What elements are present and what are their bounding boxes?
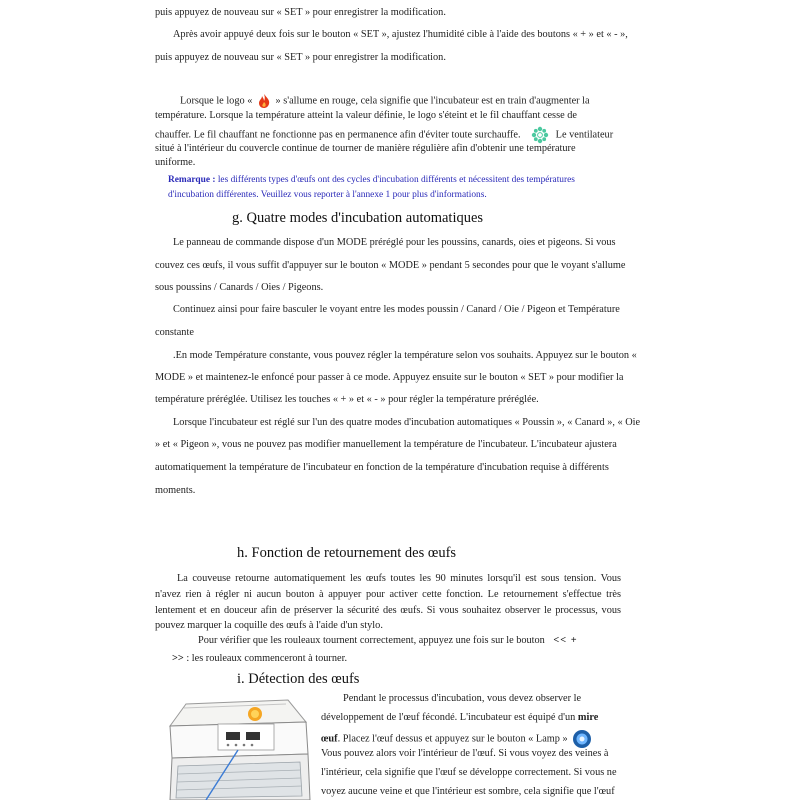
text-span: Lorsque le logo « (180, 95, 253, 107)
text-span: Le ventilateur (555, 129, 614, 141)
text-span: . Placez l'œuf dessus et appuyez sur le bouton « Lamp » (337, 733, 568, 745)
text-line: Vous pouvez alors voir l'intérieur de l'œuf. Si vous voyez des veines à (321, 748, 609, 759)
rollers-check-line (172, 652, 347, 665)
lamp-button-icon (572, 729, 592, 749)
remark-note: d'incubation différentes. Veuillez vous reporter à l'annexe 1 pour plus d'informations. (168, 190, 487, 200)
rollers-check-line (198, 634, 578, 647)
section-heading: g. Quatre modes d'incubation automatiques (232, 210, 484, 226)
remark-text: les différents types d'œufs ont des cycles d'incubation différents et nécessitent des températures (217, 175, 575, 185)
section-heading: h. Fonction de retournement des œufs (237, 545, 457, 561)
text-line: température préréglée. Utilisez les touches « + » et « - » pour régler la température préréglée. (155, 394, 539, 405)
text-line: puis appuyez de nouveau sur « SET » pour enregistrer la modification. (155, 7, 446, 18)
text-line: pouvez marquer la coquille des œufs à l'aide d'un stylo. (155, 620, 383, 631)
text-line: Continuez ainsi pour faire basculer le voyant entre les modes poussin / Canard / Oie / Pigeon et Température (173, 304, 620, 315)
text-line: sous poussins / Canards / Oies / Pigeons. (155, 282, 324, 293)
text-line: lentement et en douceur afin de préserver la sécurité des œufs. Si vous souhaitez observer le processus, vous (155, 605, 621, 616)
turn-button-symbol: << + (553, 635, 578, 646)
flame-icon (255, 93, 273, 109)
detection-line (321, 711, 598, 724)
text-line: puis appuyez de nouveau sur « SET » pour enregistrer la modification. (155, 52, 446, 63)
text-line: Après avoir appuyé deux fois sur le bouton « SET », ajustez l'humidité cible à l'aide des boutons « + » et « - », (173, 29, 628, 40)
section-heading: i. Détection des œufs (237, 671, 360, 687)
text-span: » s'allume en rouge, cela signifie que l'incubateur est en train d'augmenter la (275, 95, 590, 107)
text-line: MODE » et maintenez-le enfoncé pour passer à ce mode. Appuyez ensuite sur le bouton « SET » pour modifier la (155, 372, 624, 383)
text-line: n'avez rien à régler ni aucun bouton à appuyer pour activer cette fonction. Le retournement s'effectue très (155, 589, 621, 600)
text-span: chauffer. Le fil chauffant ne fonctionne pas en permanence afin d'éviter toute surchauffe. (155, 129, 521, 141)
remark-label: Remarque : (168, 175, 216, 185)
text-line: constante (155, 327, 194, 338)
text-span: Pour vérifier que les rouleaux tournent correctement, appuyez une fois sur le bouton (198, 635, 545, 646)
text-line: Pendant le processus d'incubation, vous devez observer le (343, 693, 582, 704)
text-line: température. Lorsque la température atteint la valeur définie, le logo s'éteint et le fil chauffant cesse de (155, 110, 577, 121)
remark-note (168, 174, 575, 187)
text-line: Lorsque l'incubateur est réglé sur l'un des quatre modes d'incubation automatiques « Poussin », « Canard », « Oie (173, 417, 641, 428)
text-line: automatiquement la température de l'incubateur en fonction de la température d'incubation requise à différents (155, 462, 609, 473)
text-line: uniforme. (155, 157, 196, 168)
egg-candler-term: mire (577, 712, 599, 723)
text-line: » et « Pigeon », vous ne pouvez pas modifier manuellement la température de l'incubateur. L'incubateur ajustera (155, 439, 617, 450)
turn-button-symbol: >> (172, 653, 184, 664)
text-line: moments. (155, 485, 196, 496)
text-line: voyez aucune veine et que l'intérieur est sombre, cela signifie que l'œuf (321, 786, 615, 797)
incubator-illustration (160, 692, 312, 800)
egg-candler-term: œuf (321, 733, 338, 745)
detection-line (321, 729, 592, 749)
text-line: couvez ces œufs, il vous suffit d'appuyer sur le bouton « MODE » pendant 5 secondes pour que le voyant s'allume (155, 260, 626, 271)
text-span: : les rouleaux commenceront à tourner. (186, 653, 348, 664)
text-line: Le panneau de commande dispose d'un MODE préréglé pour les poussins, canards, oies et pigeons. Si vous (173, 237, 616, 248)
text-line: La couveuse retourne automatiquement les œufs toutes les 90 minutes lorsqu'il est sous tension. Vous (177, 573, 621, 584)
text-line: l'intérieur, cela signifie que l'œuf se développe correctement. Si vous ne (321, 767, 617, 778)
text-line: situé à l'intérieur du couvercle continue de tourner de manière régulière afin d'obtenir une température (155, 143, 576, 154)
text-line: .En mode Température constante, vous pouvez régler la température selon vos souhaits. Appuyez sur le bouton « (173, 350, 637, 361)
heater-paragraph-line (180, 93, 590, 109)
text-span: développement de l'œuf fécondé. L'incubateur est équipé d'un (321, 712, 576, 723)
